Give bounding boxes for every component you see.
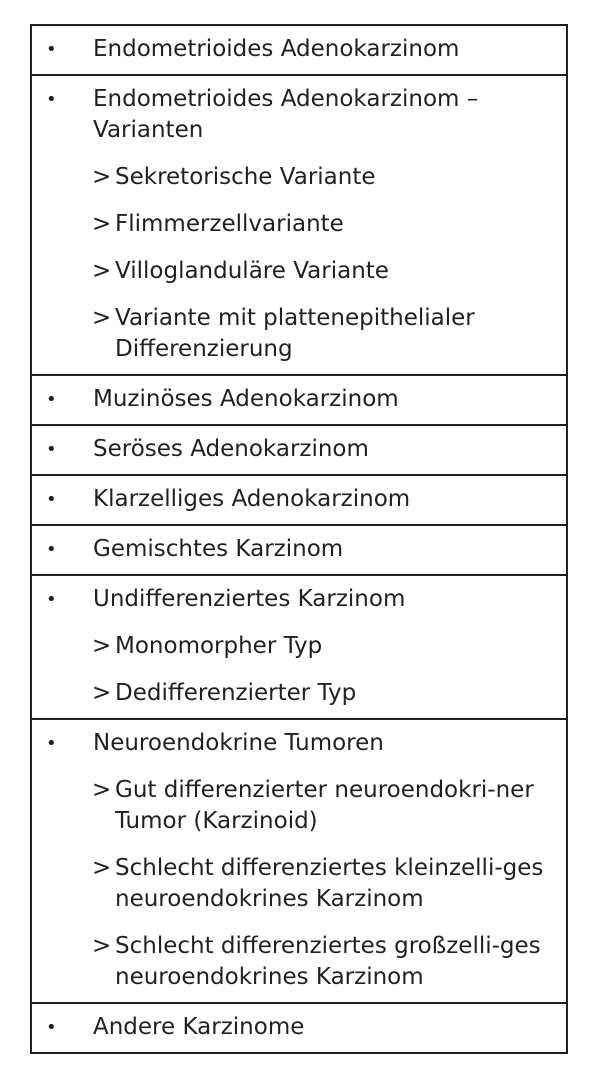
sub-label: Variante mit plattenepithelialer Differenzierung bbox=[115, 305, 475, 362]
list-item bbox=[32, 631, 566, 662]
sub-label: Flimmerzellvariante bbox=[115, 211, 344, 237]
sub-label: Sekretorische Variante bbox=[115, 164, 376, 190]
bullet: • bbox=[46, 539, 57, 560]
sub-marker: > bbox=[92, 680, 112, 706]
row-label: Klarzelliges Adenokarzinom bbox=[93, 486, 411, 512]
table-row bbox=[32, 74, 566, 374]
sub-marker: > bbox=[92, 777, 112, 803]
bullet: • bbox=[46, 439, 57, 460]
row-label: Neuroendokrine Tumoren bbox=[93, 730, 384, 756]
row-label: Seröses Adenokarzinom bbox=[93, 436, 369, 462]
row-label: Undifferenziertes Karzinom bbox=[93, 586, 406, 612]
sub-label: Dedifferenzierter Typ bbox=[115, 680, 357, 706]
sub-label: Villoglanduläre Variante bbox=[115, 258, 389, 284]
sub-marker: > bbox=[92, 305, 112, 331]
sub-marker: > bbox=[92, 633, 112, 659]
list-item bbox=[32, 162, 566, 193]
list-item bbox=[32, 678, 566, 709]
list-item bbox=[32, 303, 566, 365]
list-item bbox=[32, 931, 566, 993]
table-row bbox=[32, 718, 566, 1002]
list-item bbox=[32, 256, 566, 287]
table-row bbox=[32, 26, 566, 74]
bullet: • bbox=[46, 1017, 57, 1038]
sub-marker: > bbox=[92, 258, 112, 284]
sub-marker: > bbox=[92, 164, 112, 190]
bullet: • bbox=[46, 733, 57, 754]
sub-marker: > bbox=[92, 933, 112, 959]
table-row bbox=[32, 1002, 566, 1052]
sub-label: Gut differenzierter neuroendokri-ner Tumor (Karzinoid) bbox=[115, 777, 534, 834]
bullet: • bbox=[46, 89, 57, 110]
row-label: Endometrioides Adenokarzinom bbox=[93, 36, 460, 62]
bullet: • bbox=[46, 389, 57, 410]
bullet: • bbox=[46, 589, 57, 610]
row-label: Andere Karzinome bbox=[93, 1014, 305, 1040]
table-row bbox=[32, 474, 566, 524]
list-item bbox=[32, 853, 566, 915]
row-label: Gemischtes Karzinom bbox=[93, 536, 344, 562]
bullet: • bbox=[46, 489, 57, 510]
classification-table bbox=[30, 24, 568, 1054]
table-row bbox=[32, 524, 566, 574]
sub-marker: > bbox=[92, 855, 112, 881]
sub-label: Schlecht differenziertes kleinzelli-ges neuroendokrines Karzinom bbox=[115, 855, 544, 912]
sub-label: Schlecht differenziertes großzelli-ges neuroendokrines Karzinom bbox=[115, 933, 541, 990]
row-label: Endometrioides Adenokarzinom – Varianten bbox=[93, 86, 479, 143]
table-row bbox=[32, 424, 566, 474]
table-row bbox=[32, 374, 566, 424]
sub-marker: > bbox=[92, 211, 112, 237]
list-item bbox=[32, 209, 566, 240]
sub-label: Monomorpher Typ bbox=[115, 633, 323, 659]
bullet: • bbox=[46, 39, 57, 60]
row-label: Muzinöses Adenokarzinom bbox=[93, 386, 399, 412]
table-row bbox=[32, 574, 566, 718]
list-item bbox=[32, 775, 566, 837]
